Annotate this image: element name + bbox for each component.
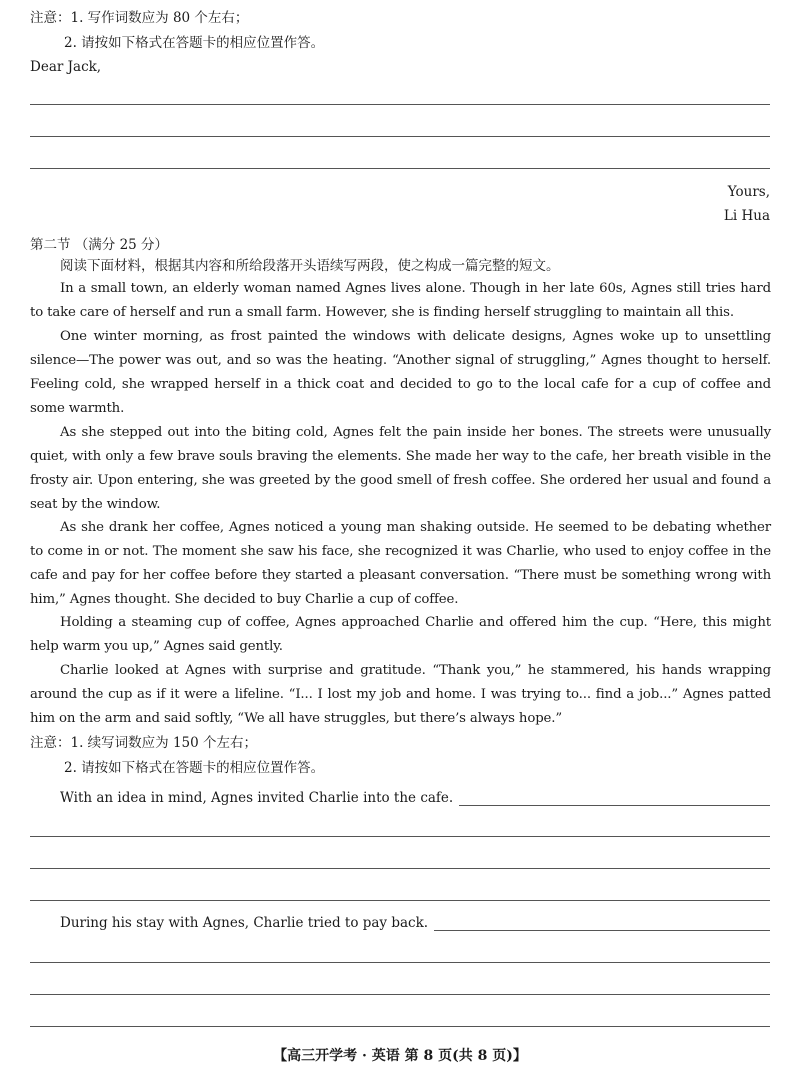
closing: Yours,	[727, 184, 770, 200]
writing-note-2: 2. 请按如下格式在答题卡的相应位置作答。	[64, 35, 325, 51]
prompt-1: With an idea in mind, Agnes invited Charlie into the cafe.	[60, 790, 454, 806]
story-paragraph: As she stepped out into the biting cold, Agnes felt the pain inside her bones. The streets were unusually quiet, with only a few brave souls braving the elements. She made her way to the cafe, her breath visible in the frosty air. Upon entering, she was greeted by the good smell of fresh coffee. She ordered her usual and found a seat by the window.	[30, 425, 771, 512]
answer-line	[30, 104, 770, 105]
story-paragraph: As she drank her coffee, Agnes noticed a young man shaking outside. He seemed to be debating whether to come in or not. The moment she saw his face, she recognized it was Charlie, who used to enjoy coffee in the cafe and pay for her coffee before they started a pleasant conversation. “There must be something wrong with him,” Agnes thought. She decided to buy Charlie a cup of coffee.	[30, 520, 771, 607]
page-footer: 【高三开学考 · 英语 第 8 页(共 8 页)】	[273, 1048, 527, 1064]
answer-line	[30, 1026, 770, 1027]
prompt-2: During his stay with Agnes, Charlie tried to pay back.	[60, 915, 429, 931]
answer-line	[30, 900, 770, 901]
story-paragraph: One winter morning, as frost painted the windows with delicate designs, Agnes woke up to unsettling silence—The power was out, and so was the heating. “Another signal of struggling,” Agnes thought to herself. Feeling cold, she wrapped herself in a thick coat and decided to go to the local cafe for a cup of coffee and some warmth.	[30, 329, 771, 416]
story-paragraph: Charlie looked at Agnes with surprise and gratitude. “Thank you,” he stammered, his hands wrapping around the cup as if it were a lifeline. “I... I lost my job and home. I was trying to... find a job...” Agnes patted him on the arm and said softly, “We all have struggles, but there’s always hope.”	[30, 663, 771, 726]
story-paragraph: In a small town, an elderly woman named Agnes lives alone. Though in her late 60s, Agnes still tries hard to take care of herself and run a small farm. However, she is finding herself struggling to maintain all this.	[30, 281, 771, 320]
story-paragraph: Holding a steaming cup of coffee, Agnes approached Charlie and offered him the cup. “Here, this might help warm you up,” Agnes said gently.	[30, 615, 771, 654]
writing-note-1: 注意：1. 写作词数应为 80 个左右；	[30, 10, 249, 26]
section-heading: 第二节 （满分 25 分）	[30, 237, 169, 253]
continuation-note-1: 注意：1. 续写词数应为 150 个左右；	[30, 735, 258, 751]
answer-line	[434, 918, 770, 931]
answer-line	[30, 994, 770, 995]
signature: Li Hua	[723, 208, 770, 224]
answer-line	[30, 168, 770, 169]
answer-line	[459, 793, 770, 806]
answer-line	[30, 868, 770, 869]
section-instruction: 阅读下面材料，根据其内容和所给段落开头语续写两段，使之构成一篇完整的短文。	[60, 258, 560, 274]
answer-line	[30, 836, 770, 837]
continuation-note-2: 2. 请按如下格式在答题卡的相应位置作答。	[64, 760, 325, 776]
prompt-1-row	[60, 790, 770, 806]
answer-line	[30, 136, 770, 137]
salutation: Dear Jack,	[30, 59, 102, 75]
prompt-2-row	[60, 915, 770, 931]
answer-line	[30, 962, 770, 963]
